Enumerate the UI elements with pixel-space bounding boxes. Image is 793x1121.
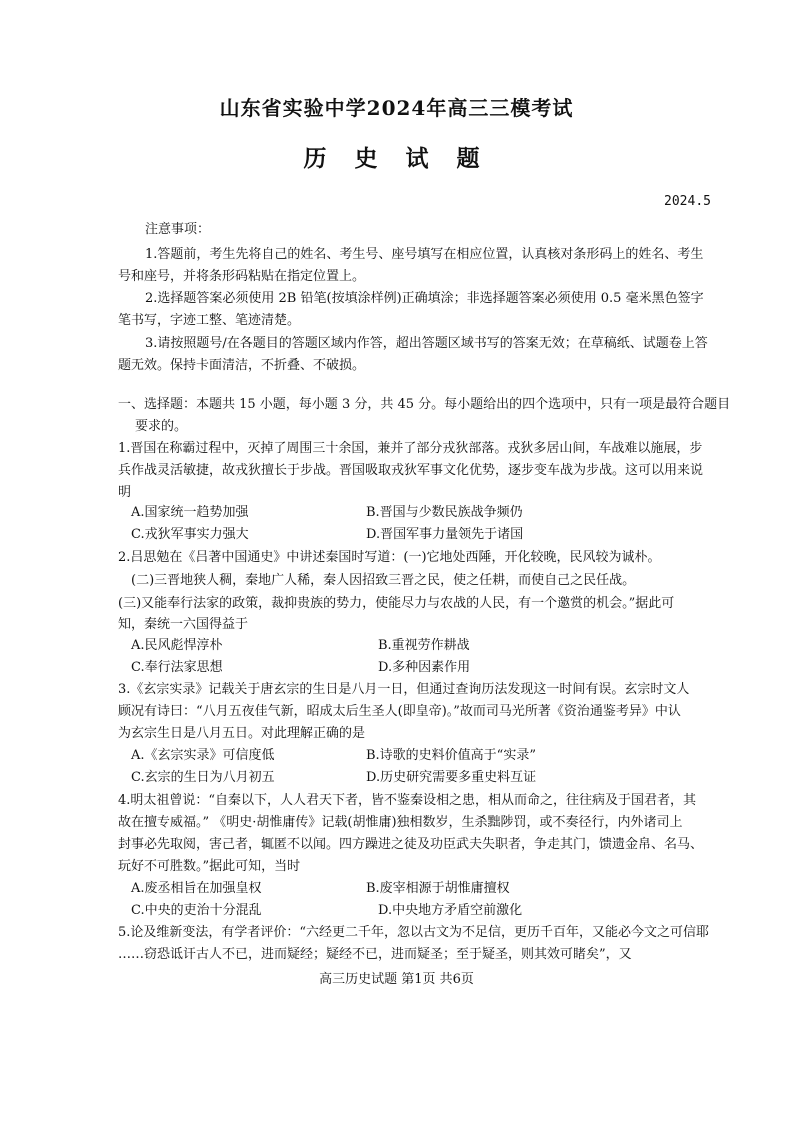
question-3-line-3: 为玄宗生日是八月五日。对此理解正确的是 xyxy=(118,726,366,741)
question-2-line-3: (三)又能奉行法家的政策，裁抑贵族的势力，使能尽力与农战的人民，有一个邀赏的机会。”据此可 xyxy=(118,596,675,611)
question-2-option-a: A.民风彪悍淳朴 xyxy=(131,638,223,653)
question-3-option-b: B.诗歌的史料价值高于“实录” xyxy=(366,748,536,763)
question-3-option-d: D.历史研究需要多重史料互证 xyxy=(366,770,537,785)
notice-item-1-line-1: 1.答题前，考生先将自己的姓名、考生号、座号填写在相应位置，认真核对条形码上的姓名、考生 xyxy=(145,247,704,262)
school-title: 山东省实验中学2024年高三三模考试 xyxy=(219,96,574,120)
question-4-line-1: 4.明太祖曾说：“自秦以下，人人君天下者，皆不鉴秦设相之患，相从而命之，往往病及于国君者，其 xyxy=(118,793,697,808)
question-3-option-c: C.玄宗的生日为八月初五 xyxy=(131,770,275,785)
subject-title: 历 史 试 题 xyxy=(303,145,490,172)
question-4-line-4: 玩好不可胜数。”据此可知，当时 xyxy=(118,859,301,874)
question-2-line-4: 知，秦统一六国得益于 xyxy=(118,617,249,632)
question-4-option-a: A.废丞相旨在加强皇权 xyxy=(131,881,262,896)
page-footer: 高三历史试题 第1页 共6页 xyxy=(319,972,474,987)
section-heading-line-1: 一、选择题：本题共 15 小题，每小题 3 分，共 45 分。每小题给出的四个选项中，只有一项是最符合题目 xyxy=(118,397,731,412)
question-1-line-2: 兵作战灵活敏捷，故戎狄擅长于步战。晋国吸取戎狄军事文化优势，逐步变车战为步战。这可以用来说 xyxy=(118,463,704,478)
question-1-line-1: 1.晋国在称霸过程中，灭掉了周围三十余国，兼并了部分戎狄部落。戎狄多居山间，车战难以施展，步 xyxy=(118,441,703,456)
question-1-option-c: C.戎狄军事实力强大 xyxy=(131,527,249,542)
question-1-option-b: B.晋国与少数民族战争频仍 xyxy=(366,505,523,520)
section-heading-line-2: 要求的。 xyxy=(135,419,188,434)
notice-item-3-line-1: 3.请按照题号/在各题目的答题区域内作答，超出答题区域书写的答案无效；在草稿纸、试题卷上答 xyxy=(145,336,708,351)
exam-date: 2024.5 xyxy=(664,194,711,209)
question-4-line-2: 故在擅专威福。” 《明史·胡惟庸传》记载(胡惟庸)独相数岁，生杀黜陟罚，或不奏径行，内外诸司上 xyxy=(118,815,683,830)
question-3-line-1: 3.《玄宗实录》记载关于唐玄宗的生日是八月一日，但通过查询历法发现这一时间有误。玄宗时文人 xyxy=(118,682,690,697)
notice-item-2-line-2: 笔书写，字迹工整、笔迹清楚。 xyxy=(118,313,301,328)
question-4-line-3: 封事必先取阅，害己者，辄匿不以闻。四方躁进之徒及功臣武夫失职者，争走其门，馈遗金帛、名马、 xyxy=(118,837,704,852)
question-3-line-2: 顾况有诗曰：“八月五夜佳气新，昭成太后生圣人(即皇帝)。”故而司马光所著《资治通鉴考异》中认 xyxy=(118,704,681,719)
question-4-option-d: D.中央地方矛盾空前激化 xyxy=(378,903,523,918)
question-3-option-a: A.《玄宗实录》可信度低 xyxy=(131,748,275,763)
question-1-line-3: 明 xyxy=(118,485,132,500)
notice-item-3-line-2: 题无效。保持卡面清洁，不折叠、不破损。 xyxy=(118,358,366,373)
question-1-option-a: A.国家统一趋势加强 xyxy=(131,505,249,520)
question-1-option-d: D.晋国军事力量领先于诸国 xyxy=(366,527,524,542)
question-2-option-c: C.奉行法家思想 xyxy=(131,660,223,675)
question-5-line-1: 5.论及维新变法，有学者评价：“六经更二千年，忽以古文为不足信，更历千百年，又能必今文之可信耶 xyxy=(118,925,710,940)
question-2-line-1: 2.吕思勉在《吕著中国通史》中讲述秦国时写道：(一)它地处西陲，开化较晚，民风较为诚朴。 xyxy=(118,550,661,565)
notice-item-1-line-2: 号和座号，并将条形码粘贴在指定位置上。 xyxy=(118,269,366,284)
question-2-option-b: B.重视劳作耕战 xyxy=(378,638,470,653)
notice-title: 注意事项： xyxy=(145,222,211,237)
notice-item-2-line-1: 2.选择题答案必须使用 2B 铅笔(按填涂样例)正确填涂；非选择题答案必须使用 0.5 毫米黑色签字 xyxy=(145,291,704,306)
question-2-line-2: (二)三晋地狭人稠，秦地广人稀，秦人因招致三晋之民，使之任耕，而使自己之民任战。 xyxy=(131,573,636,588)
question-2-option-d: D.多种因素作用 xyxy=(378,660,471,675)
question-4-option-c: C.中央的吏治十分混乱 xyxy=(131,903,262,918)
question-5-line-2: ……窃恐诋讦古人不已，进而疑经；疑经不已，进而疑圣；至于疑圣，则其效可睹矣”，又 xyxy=(118,947,632,962)
question-4-option-b: B.废宰相源于胡惟庸擅权 xyxy=(366,881,510,896)
